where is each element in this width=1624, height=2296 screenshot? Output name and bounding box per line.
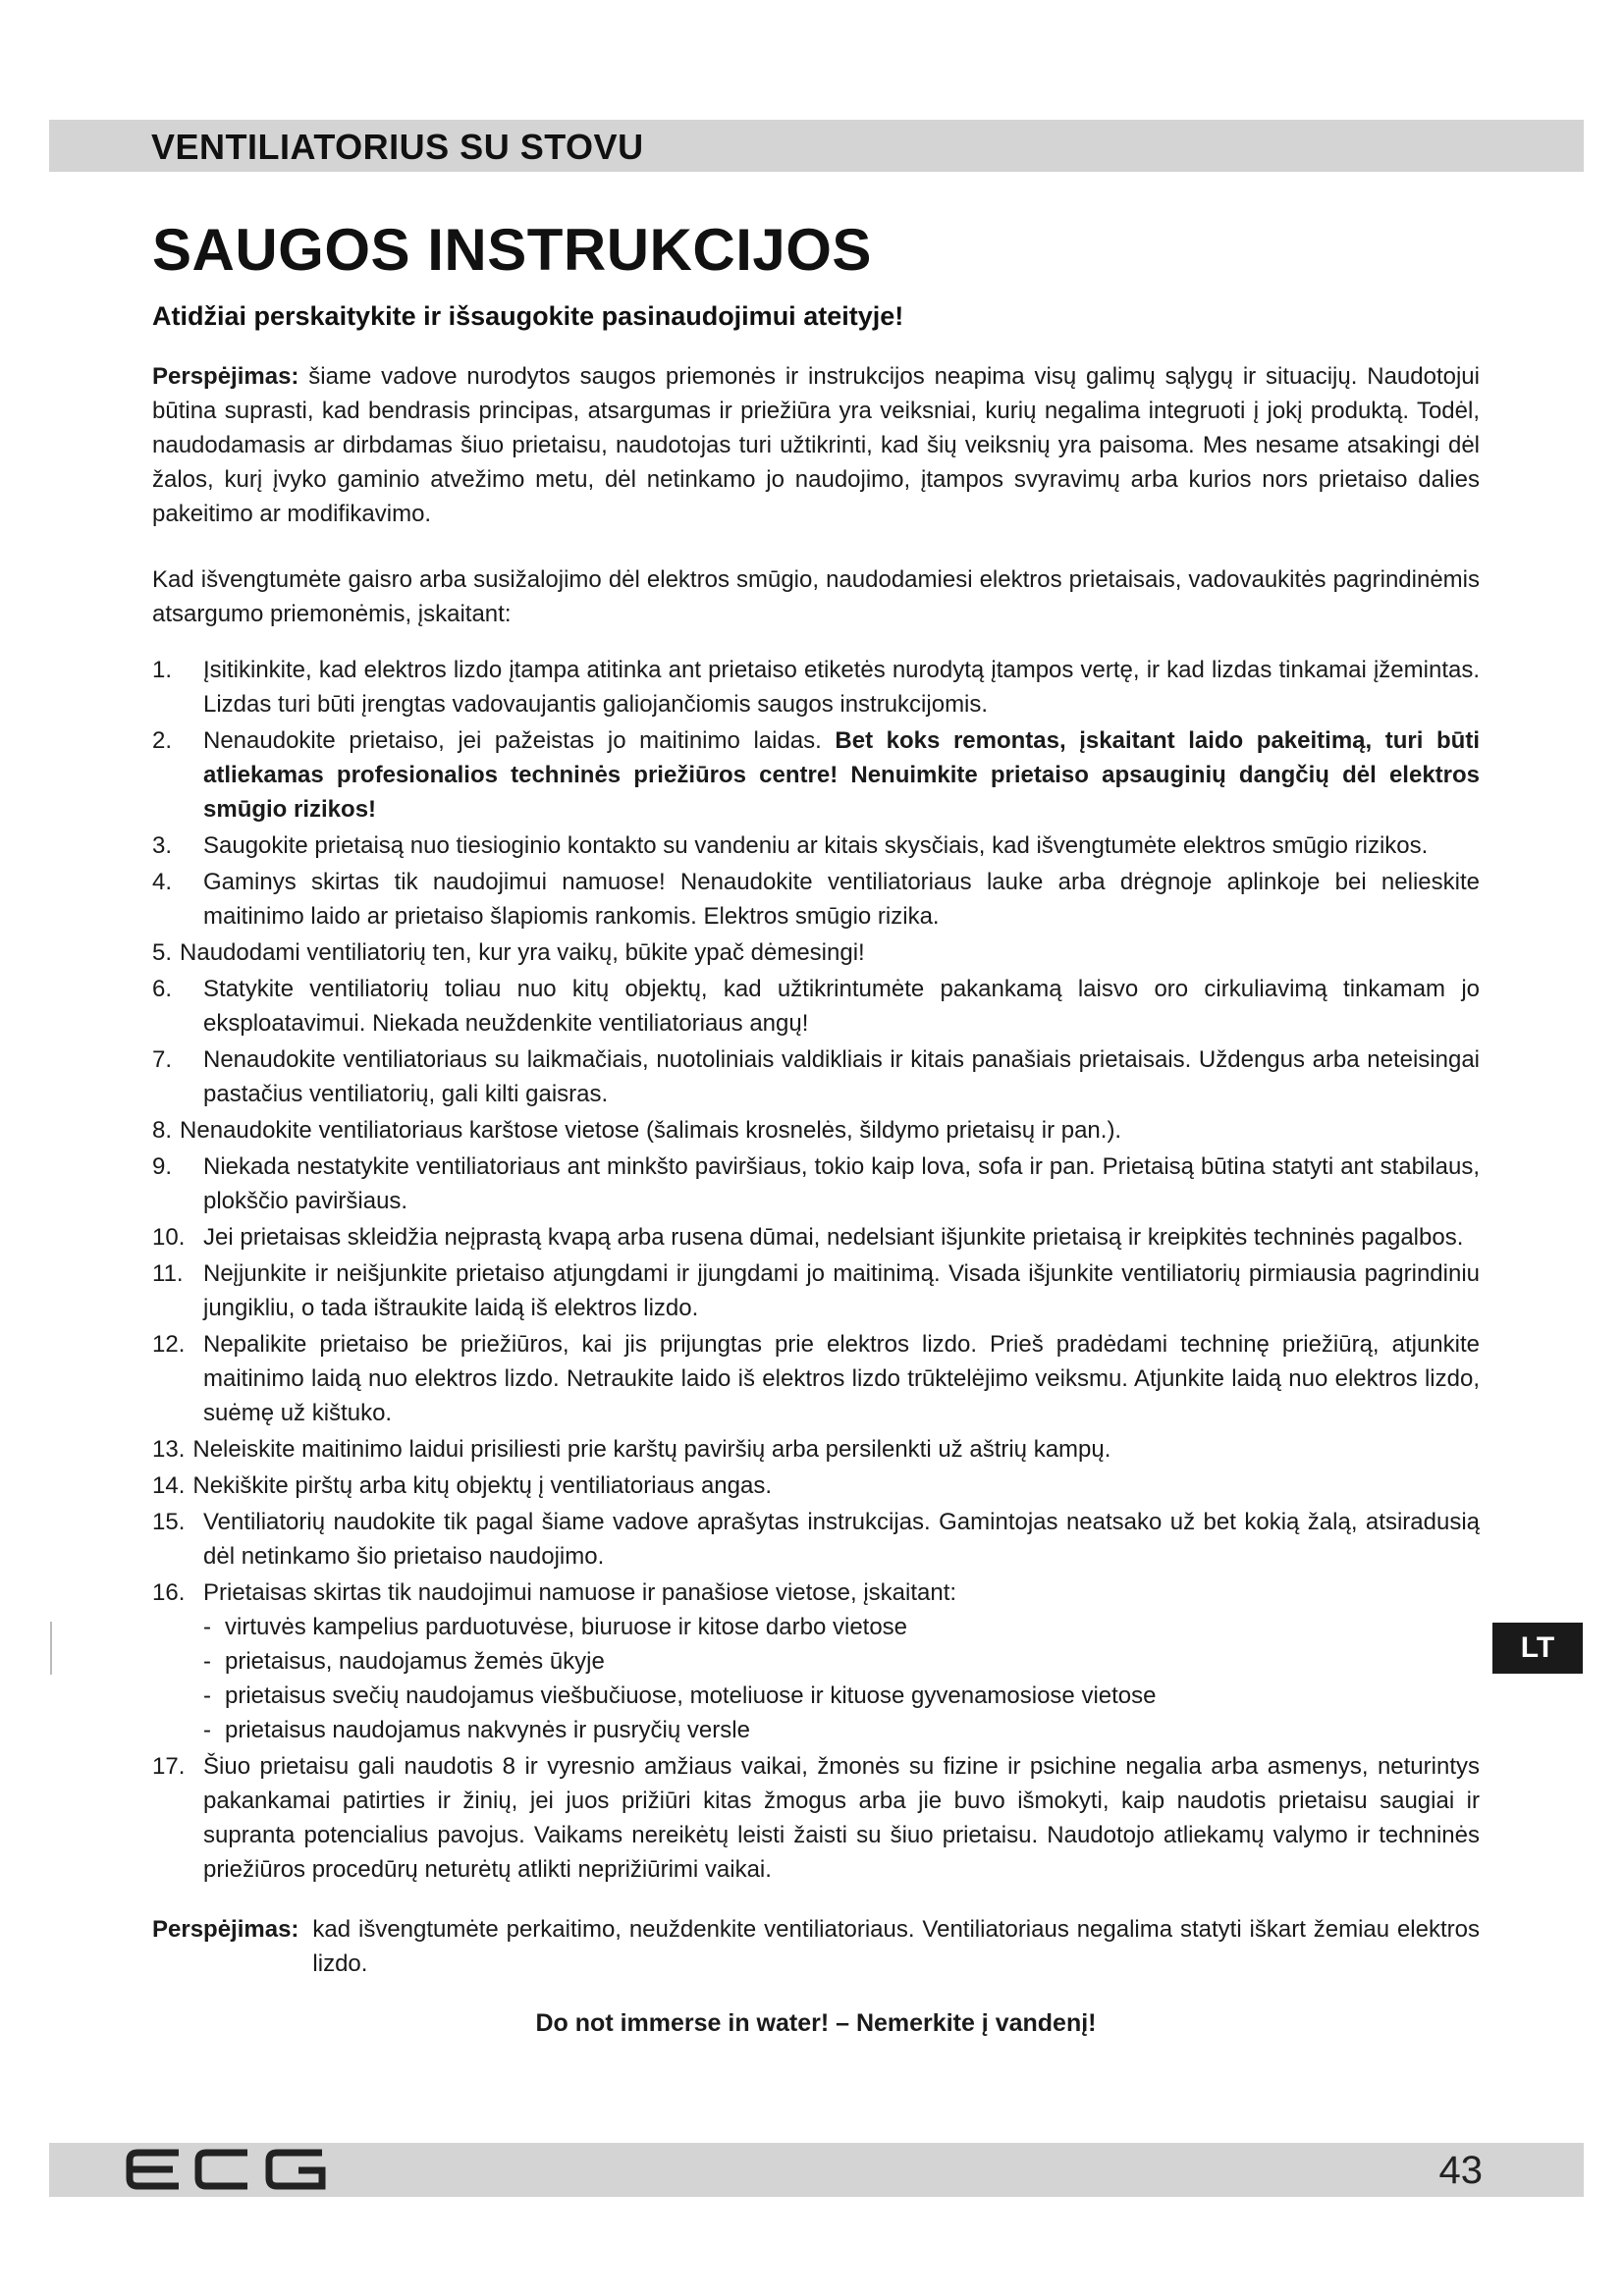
dash-bullet: - <box>203 1614 211 1640</box>
item-text: Gaminys skirtas tik naudojimui namuose! Nenaudokite ventiliatoriaus lauke arba drėgnoje aplinkoje bei nelieskite maitinimo laido ar prietaiso šlapiomis rankomis. Elektros smūgio rizika. <box>203 869 1480 930</box>
list-item <box>152 723 1480 827</box>
list-item <box>152 972 1480 1041</box>
intro-paragraph: Kad išvengtumėte gaisro arba susižalojimo dėl elektros smūgio, naudodamiesi elektros prietaisais, vadovaukitės pagrindinėmis atsargumo priemonėmis, įskaitant: <box>152 566 1480 627</box>
item-number: 3. <box>152 832 173 859</box>
dash-bullet: - <box>203 1648 211 1675</box>
item-text: Šiuo prietaisu gali naudotis 8 ir vyresnio amžiaus vaikai, žmonės su fizine ir psichine negalia arba asmenys, neturintys pakankamai patirties ir žinių, jei juos prižiūri kitas žmogus arba jie buvo išmokyti, kaip naudotis prietaisu saugiai ir supranta potencialius pavojus. Vaikams nereikėtų leisti žaisti su šiuo prietaisu. Naudotojo atliekamų valymo ir techninės priežiūros procedūrų neturėtų atlikti neprižiūrimi vaikai. <box>203 1753 1480 1883</box>
list-item <box>152 1749 1480 1887</box>
item-number: 16. <box>152 1579 186 1606</box>
immersion-note: Do not immerse in water! – Nemerkite į vandenį! <box>535 2009 1097 2037</box>
item-text: Neįjunkite ir neišjunkite prietaiso atjungdami ir įjungdami jo maitinimą. Visada išjunkite ventiliatorių pirmiausia pagrindiniu jungikliu, o tada ištraukite laidą iš elektros lizdo. <box>203 1260 1480 1321</box>
header-band <box>49 120 1584 172</box>
section-title: VENTILIATORIUS SU STOVU <box>151 127 644 167</box>
item-text: Niekada nestatykite ventiliatoriaus ant minkšto paviršiaus, tokio kaip lova, sofa ir pan. Prietaisą būtina statyti ant stabilaus, plokščio paviršiaus. <box>203 1153 1480 1214</box>
item-text: Nepalikite prietaiso be priežiūros, kai jis prijungtas prie elektros lizdo. Prieš pradėdami techninę priežiūrą, atjunkite maitinimo laidą nuo elektros lizdo. Netraukite laido iš elektros lizdo trūktelėjimo veiksmu. Atjunkite laidą nuo elektros lizdo, suėmę už kištuko. <box>203 1331 1480 1426</box>
item-number: 13. <box>152 1436 186 1463</box>
language-tab: LT <box>1492 1623 1583 1674</box>
item-number: 14. <box>152 1472 186 1499</box>
item-number: 6. <box>152 976 173 1002</box>
item-text: Įsitikinkite, kad elektros lizdo įtampa atitinka ant prietaiso etiketės nurodytą įtampos vertę, ir kad lizdas tinkamai įžemintas. Lizdas turi būti įrengtas vadovaujantis galiojančiomis saugos instrukcijomis. <box>203 657 1480 718</box>
item-number: 11. <box>152 1260 184 1287</box>
item-text: Statykite ventiliatorių toliau nuo kitų objektų, kad užtikrintumėte pakankamą laisvo oro cirkuliavimą tinkamam jo eksploatavimui. Niekada neuždenkite ventiliatoriaus angų! <box>203 976 1480 1037</box>
item-text: Jei prietaisas skleidžia neįprastą kvapą arba rusena dūmai, nedelsiant išjunkite prietaisą ir kreipkitės techninės pagalbos. <box>203 1224 1464 1251</box>
warning-text: kad išvengtumėte perkaitimo, neuždenkite ventiliatoriaus. Ventiliatoriaus negalima statyti iškart žemiau elektros lizdo. <box>312 1916 1480 1977</box>
item-number: 17. <box>152 1753 186 1780</box>
item-number: 1. <box>152 657 173 683</box>
list-item <box>152 1256 1480 1325</box>
item-number: 7. <box>152 1046 173 1073</box>
list-item <box>152 1042 1480 1111</box>
list-item <box>152 1432 1480 1467</box>
item-number: 10. <box>152 1224 186 1251</box>
safety-list <box>152 653 1480 1887</box>
sub-item-text: prietaisus svečių naudojamus viešbučiuose, moteliuose ir kituose gyvenamosiose vietose <box>225 1682 1157 1709</box>
item-number: 8. <box>152 1117 173 1144</box>
sub-list-item <box>203 1610 1480 1644</box>
page-number: 43 <box>1438 2149 1483 2192</box>
subtitle: Atidžiai perskaitykite ir išsaugokite pasinaudojimui ateityje! <box>152 301 904 331</box>
list-item <box>152 828 1480 863</box>
item-text: Nenaudokite ventiliatoriaus karštose vietose (šalimais krosnelės, šildymo prietaisų ir pan.). <box>180 1117 1122 1144</box>
list-item <box>152 1575 1480 1747</box>
item-text: Saugokite prietaisą nuo tiesioginio kontakto su vandeniu ar kitais skysčiais, kad išvengtumėte elektros smūgio rizikos. <box>203 832 1429 859</box>
list-item <box>152 1220 1480 1255</box>
warning-label: Perspėjimas: <box>152 363 299 390</box>
list-item <box>152 653 1480 721</box>
warning-text: šiame vadove nurodytos saugos priemonės ir instrukcijos neapima visų galimų sąlygų ir situacijų. Naudotojui būtina suprasti, kad bendrasis principas, atsargumas ir priežiūra yra veiksniai, kurių negalima integruoti į jokį produktą. Todėl, naudodamasis ar dirbdamas šiuo prietaisu, naudotojas turi užtikrinti, kad šių veiksnių yra paisoma. Mes nesame atsakingi dėl žalos, kurį įvyko gaminio atvežimo metu, dėl netinkamo jo naudojimo, įtampos svyravimų arba kurios nors prietaiso dalies pakeitimo ar modifikavimo. <box>152 363 1480 527</box>
item-text: Nenaudokite ventiliatoriaus su laikmačiais, nuotoliniais valdikliais ir kitais panašiais prietaisais. Uždengus arba neteisingai pastačius ventiliatorių, gali kilti gaisras. <box>203 1046 1480 1107</box>
item-bold-text: Bet koks remontas, įskaitant laido pakeitimą, turi būti atliekamas profesionalios techninės priežiūros centre! Nenuimkite prietaiso apsauginių dangčių dėl elektros smūgio rizikos! <box>203 727 1480 823</box>
list-item <box>152 865 1480 934</box>
side-margin-mark <box>50 1622 52 1675</box>
item-text: Naudodami ventiliatorių ten, kur yra vaikų, būkite ypač dėmesingi! <box>180 939 865 966</box>
list-item <box>152 1505 1480 1574</box>
item-text: Nenaudokite prietaiso, jei pažeistas jo maitinimo laidas. <box>203 727 836 754</box>
sub-list-item <box>203 1644 1480 1679</box>
item-text: Prietaisas skirtas tik naudojimui namuose ir panašiose vietose, įskaitant: <box>203 1579 957 1606</box>
item-number: 4. <box>152 869 173 895</box>
sub-list <box>203 1610 1480 1747</box>
item-number: 2. <box>152 727 173 754</box>
list-item <box>152 1113 1480 1148</box>
dash-bullet: - <box>203 1717 211 1743</box>
item-text: Ventiliatorių naudokite tik pagal šiame vadove aprašytas instrukcijas. Gamintojas neatsako už bet kokią žalą, atsiradusią dėl netinkamo šio prietaiso naudojimo. <box>203 1509 1480 1570</box>
sub-item-text: prietaisus, naudojamus žemės ūkyje <box>225 1648 605 1675</box>
item-number: 12. <box>152 1331 186 1358</box>
body-content <box>152 359 1480 2041</box>
warning-paragraph-2 <box>152 1912 1480 1981</box>
item-number: 9. <box>152 1153 173 1180</box>
dash-bullet: - <box>203 1682 211 1709</box>
list-item <box>152 935 1480 970</box>
item-number: 15. <box>152 1509 186 1535</box>
sub-item-text: virtuvės kampelius parduotuvėse, biuruose ir kitose darbo vietose <box>225 1614 908 1640</box>
list-item <box>152 1468 1480 1503</box>
item-number: 5. <box>152 939 173 966</box>
warning-paragraph <box>152 359 1480 531</box>
item-text: Nekiškite pirštų arba kitų objektų į ventiliatoriaus angas. <box>192 1472 773 1499</box>
item-text: Neleiskite maitinimo laidui prisiliesti prie karštų paviršių arba persilenkti už aštrių kampų. <box>192 1436 1111 1463</box>
sub-list-item <box>203 1679 1480 1713</box>
ecg-logo <box>126 2149 332 2190</box>
sub-item-text: prietaisus naudojamus nakvynės ir pusryčių versle <box>225 1717 750 1743</box>
list-item <box>152 1327 1480 1430</box>
warning-label: Perspėjimas: <box>152 1916 299 1943</box>
page-title: SAUGOS INSTRUKCIJOS <box>152 217 872 283</box>
sub-list-item <box>203 1713 1480 1747</box>
list-item <box>152 1149 1480 1218</box>
